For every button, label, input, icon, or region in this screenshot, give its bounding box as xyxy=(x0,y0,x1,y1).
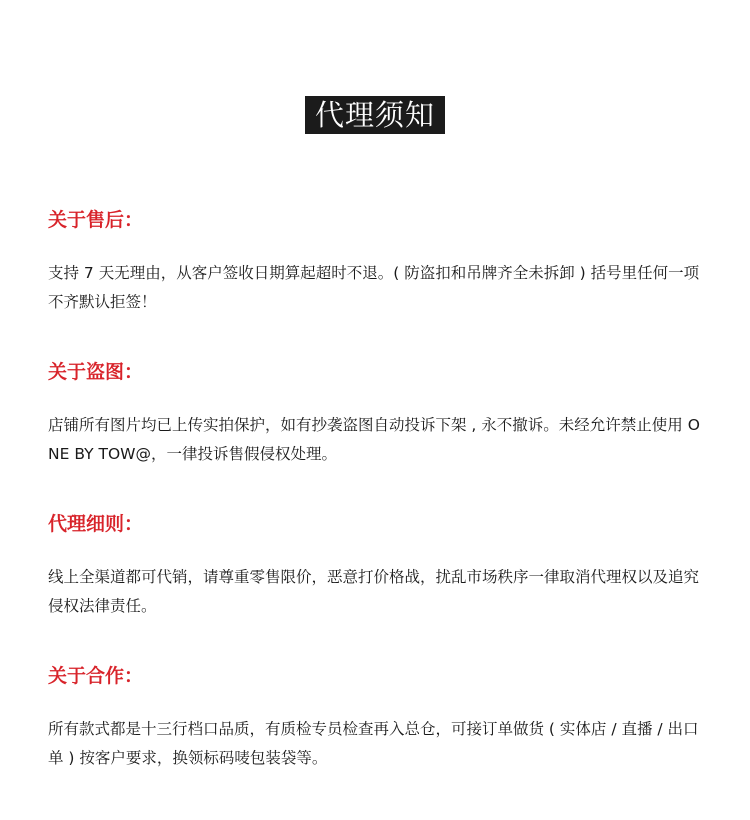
section-heading-agent-rules: 代理细则： xyxy=(48,513,144,535)
section-heading-after-sales: 关于售后： xyxy=(48,209,144,231)
section-body-after-sales: 支持 7 天无理由，从客户签收日期算起超时不退。( 防盗扣和吊牌齐全未拆卸 ) 括号里任何一项不齐默认拒签！ xyxy=(48,264,700,311)
section-heading-cooperation: 关于合作： xyxy=(48,665,144,687)
section-after-sales xyxy=(48,207,708,317)
title-wrap xyxy=(0,96,750,134)
section-cooperation xyxy=(48,663,708,773)
section-heading-image-theft: 关于盗图： xyxy=(48,361,144,383)
page-title: 代理须知 xyxy=(305,96,445,134)
section-body-cooperation: 所有款式都是十三行档口品质，有质检专员检查再入总仓，可接订单做货 ( 实体店 / 直播 / 出口单 ) 按客户要求，换领标码唛包装袋等。 xyxy=(48,720,699,767)
section-agent-rules xyxy=(48,511,708,621)
section-body-image-theft: 店铺所有图片均已上传实拍保护，如有抄袭盗图自动投诉下架 , 永不撤诉。未经允许禁止使用 ONE BY TOW@，一律投诉售假侵权处理。 xyxy=(48,416,700,463)
section-body-agent-rules: 线上全渠道都可代销，请尊重零售限价，恶意打价格战，扰乱市场秩序一律取消代理权以及追究侵权法律责任。 xyxy=(48,568,700,615)
section-image-theft xyxy=(48,359,708,469)
